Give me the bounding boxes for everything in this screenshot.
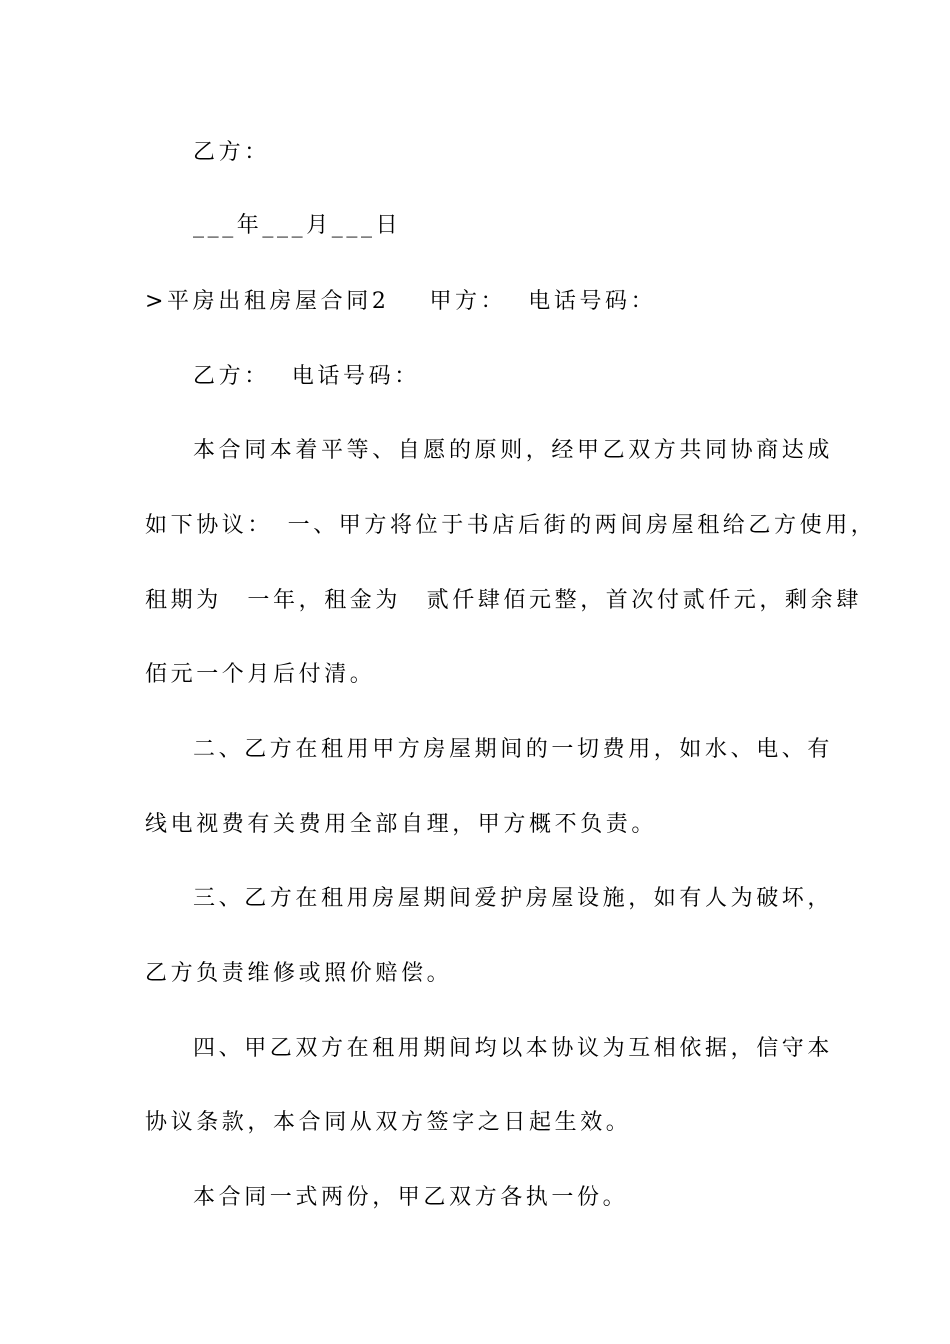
party-a-phone-label: 电话号码： (528, 289, 657, 314)
paragraph-line: 三、乙方在租用房屋期间爱护房屋设施，如有人为破坏， (193, 886, 834, 911)
contract-heading-line (145, 287, 825, 317)
party-b-phone-label: 电话号码： (291, 364, 420, 389)
paragraph-line: 如下协议： 一、甲方将位于书店后街的两间房屋租给乙方使用， (145, 513, 877, 538)
paragraph-line: 线电视费有关费用全部自理，甲方概不负责。 (145, 812, 658, 837)
paragraph-line: 本合同本着平等、自愿的原则，经甲乙双方共同协商达成 (193, 438, 834, 463)
paragraph-line: 四、甲乙双方在租用期间均以本协议为互相依据，信守本 (193, 1036, 834, 1061)
paragraph-line: 本合同一式两份，甲乙双方各执一份。 (193, 1185, 629, 1210)
party-b-line (193, 362, 873, 392)
party-a-label: 甲方： (429, 289, 507, 314)
contract-title: >平房出租房屋合同2 (145, 289, 390, 314)
party-b-label-2: 乙方： (193, 364, 270, 389)
party-b-label: 乙方： (193, 140, 270, 165)
paragraph-line: 二、乙方在租用甲方房屋期间的一切费用，如水、电、有 (193, 737, 834, 762)
date-line: ___年___月___日 (193, 213, 402, 238)
paragraph-line: 协议条款，本合同从双方签字之日起生效。 (145, 1110, 632, 1135)
paragraph-line: 佰元一个月后付清。 (145, 662, 376, 687)
paragraph-line: 租期为 一年，租金为 贰仟肆佰元整，首次付贰仟元，剩余肆 (145, 588, 862, 613)
paragraph-line: 乙方负责维修或照价赔偿。 (145, 961, 453, 986)
